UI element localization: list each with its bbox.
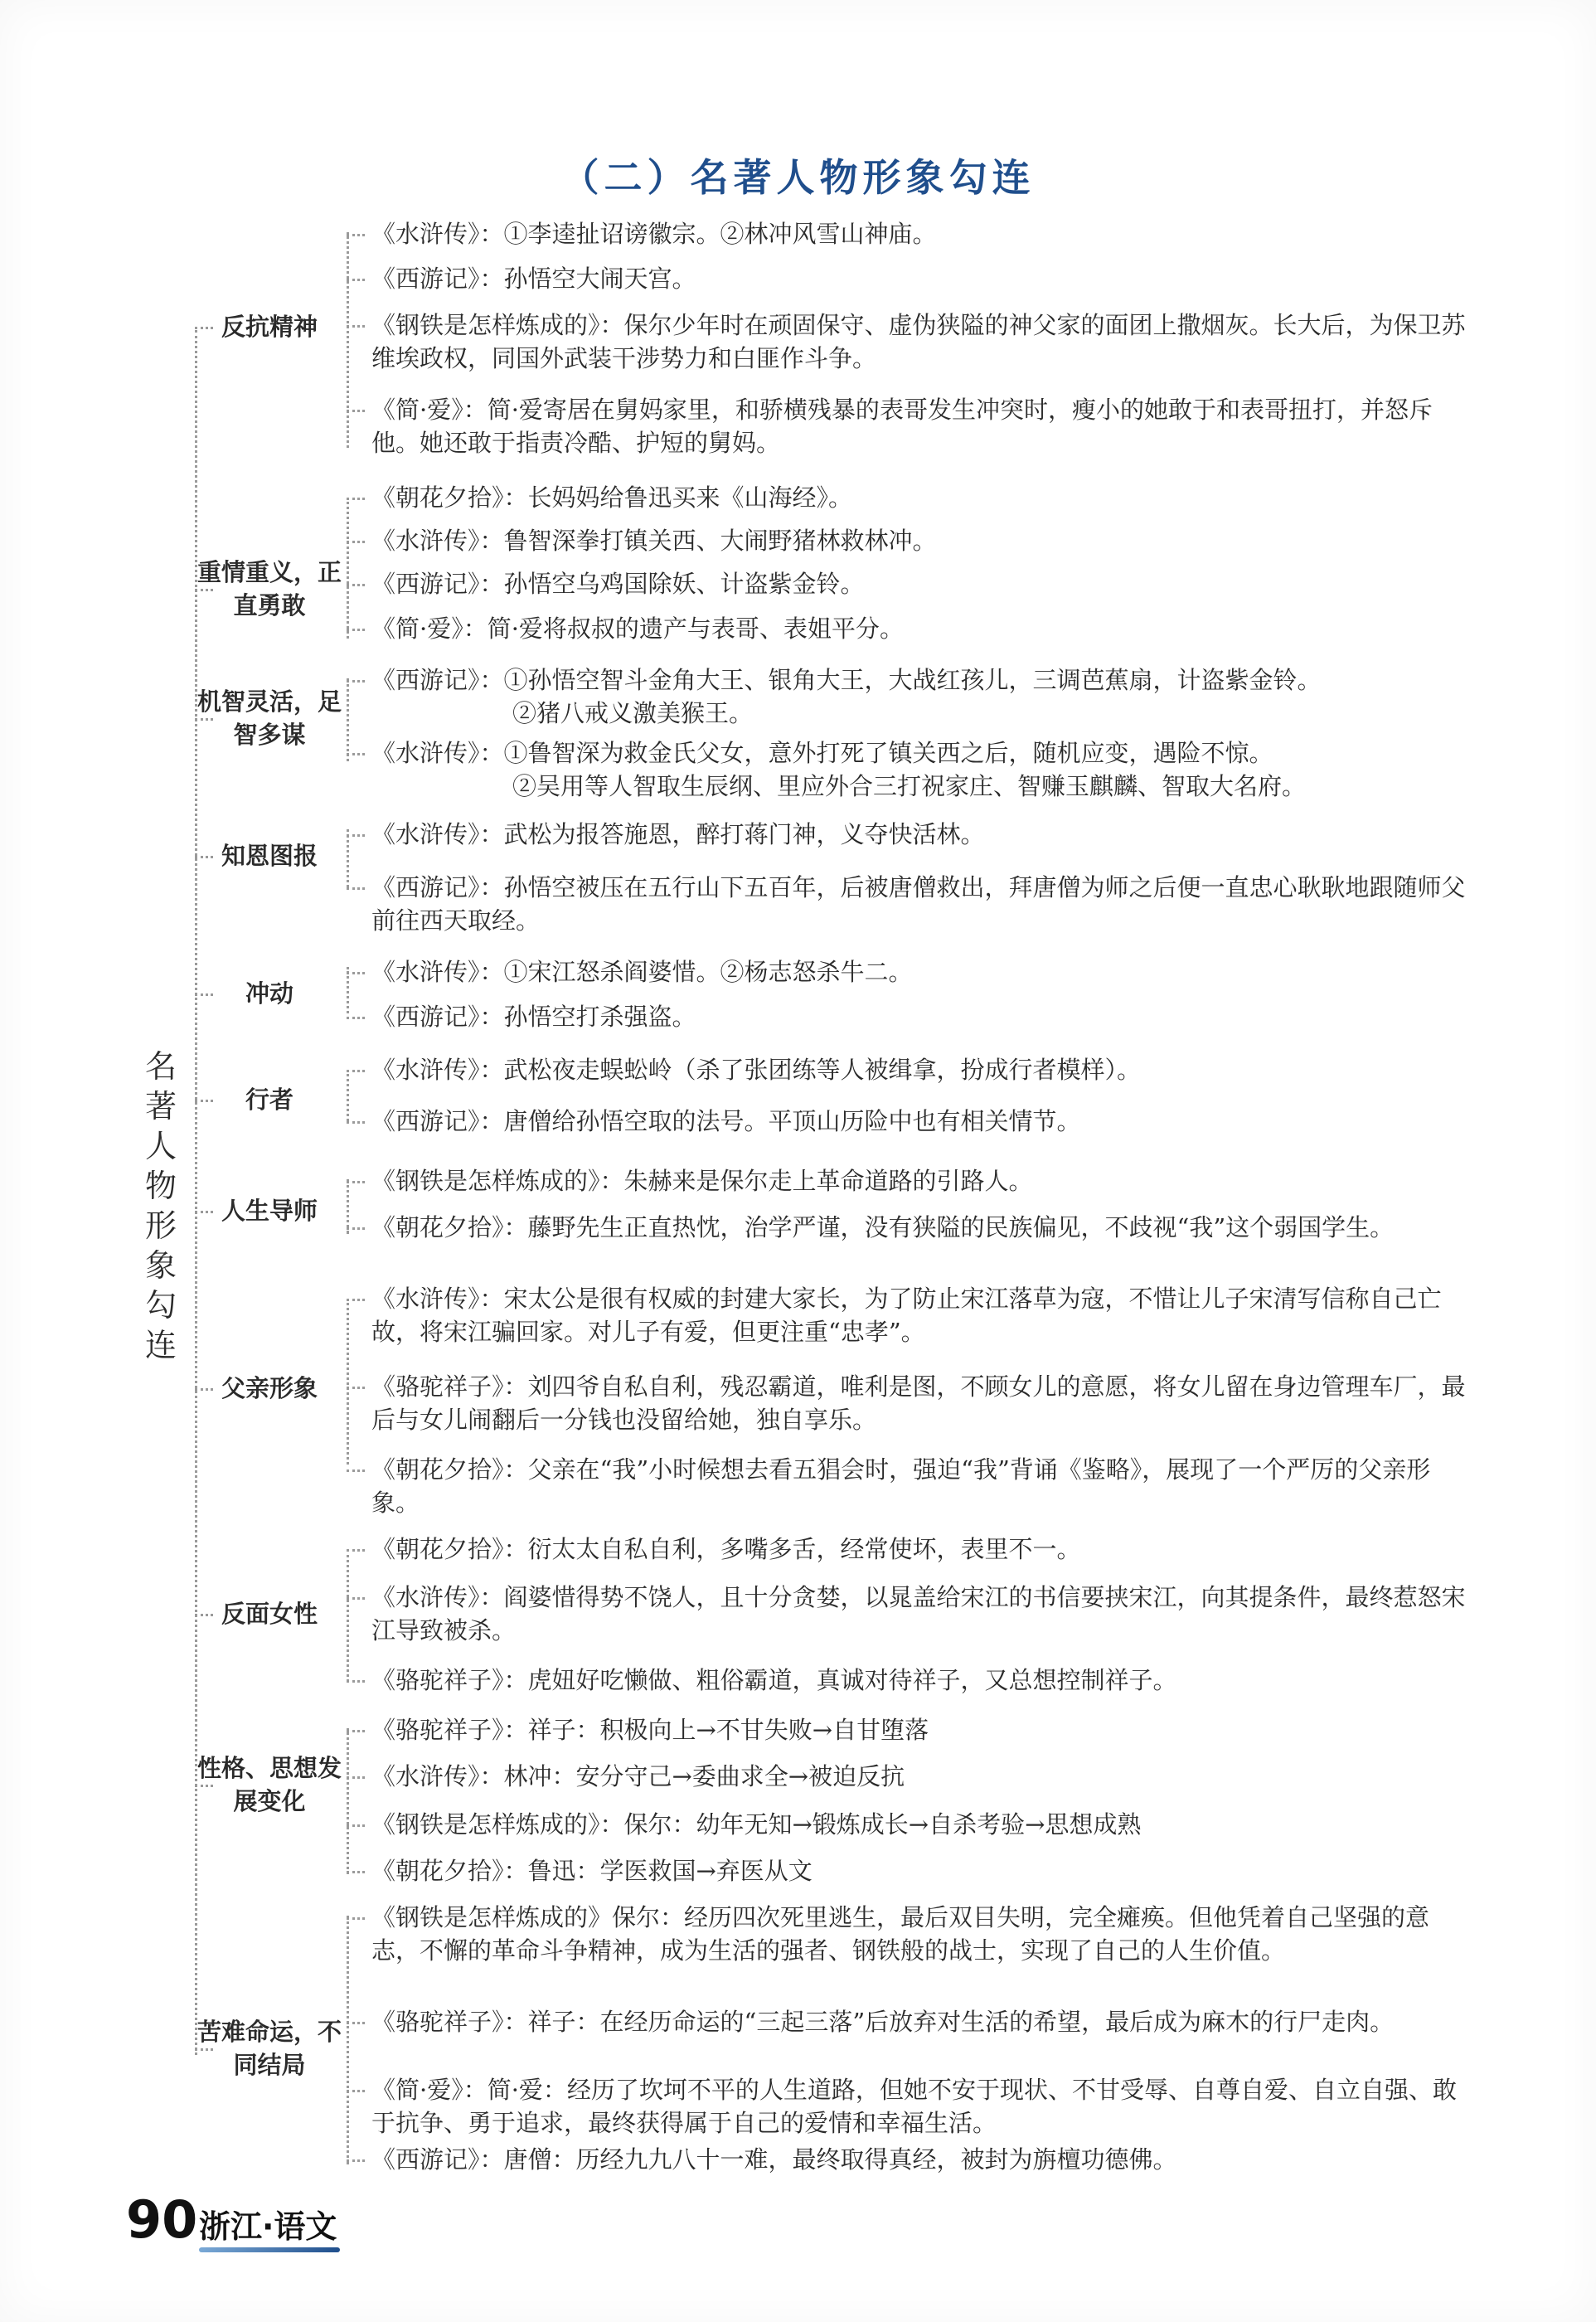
category-negative-women: 反面女性 <box>195 1597 344 1630</box>
entry: 《骆驼祥子》：虎妞好吃懒做、粗俗霸道，真诚对待祥子，又总想控制祥子。 <box>371 1664 1466 1697</box>
footer-label: 浙江·语文 <box>199 2208 337 2245</box>
sub-bracket <box>347 829 362 887</box>
category-father: 父亲形象 <box>195 1372 344 1405</box>
sub-bracket <box>347 1728 362 1874</box>
entry: 《骆驼祥子》：祥子：在经历命运的“三起三落”后放弃对生活的希望，最后成为麻木的行尸走肉。 <box>371 2005 1466 2038</box>
category-hardship: 苦难命运，不同结局 <box>195 2015 344 2082</box>
entry: 《钢铁是怎样炼成的》：保尔：幼年无知→锻炼成长→自杀考验→思想成熟 <box>371 1808 1466 1841</box>
entry: 《西游记》：孙悟空乌鸡国除妖、计盗紫金铃。 <box>371 567 1466 600</box>
entry: 《朝花夕拾》：藤野先生正直热忱，治学严谨，没有狭隘的民族偏见，不歧视“我”这个弱国学生。 <box>371 1211 1466 1244</box>
category-gratitude: 知恩图报 <box>195 839 344 872</box>
entry: 《简·爱》：简·爱将叔叔的遗产与表哥、表姐平分。 <box>371 612 1466 645</box>
sub-bracket <box>347 1549 362 1682</box>
entry: 《骆驼祥子》：刘四爷自私自利，残忍霸道，唯利是图，不顾女儿的意愿，将女儿留在身边管理车厂，最后与女儿闹翻后一分钱也没留给她，独自享乐。 <box>371 1370 1466 1436</box>
entry: 《钢铁是怎样炼成的》：保尔少年时在顽固保守、虚伪狭隘的神父家的面团上撒烟灰。长大后，为保卫苏维埃政权，同国外武装干涉势力和白匪作斗争。 <box>371 308 1466 375</box>
entry: 《西游记》：孙悟空打杀强盗。 <box>371 1000 1466 1033</box>
entry: 《骆驼祥子》：祥子：积极向上→不甘失败→自甘堕落 <box>371 1713 1466 1746</box>
entry: 《朝花夕拾》：长妈妈给鲁迅买来《山海经》。 <box>371 481 1466 514</box>
category-wit: 机智灵活，足智多谋 <box>195 685 344 751</box>
footer-underline <box>199 2247 340 2252</box>
entry: 《朝花夕拾》：衍太太自私自利，多嘴多舌，经常使坏，表里不一。 <box>371 1533 1466 1566</box>
category-character-change: 性格、思想发展变化 <box>195 1751 344 1818</box>
entry: 《钢铁是怎样炼成的》：朱赫来是保尔走上革命道路的引路人。 <box>371 1164 1466 1197</box>
entry: 《钢铁是怎样炼成的》保尔：经历四次死里逃生，最后双目失明，完全瘫痪。但他凭着自己坚强的意志，不懈的革命斗争精神，成为生活的强者、钢铁般的战士，实现了自己的人生价值。 <box>371 1901 1466 1967</box>
entry: 《水浒传》：阎婆惜得势不饶人，且十分贪婪，以晁盖给宋江的书信要挟宋江，向其提条件，最终惹怒宋江导致被杀。 <box>371 1581 1466 1647</box>
sub-bracket <box>347 498 362 639</box>
sub-bracket <box>347 1916 362 2164</box>
entry: 《西游记》：孙悟空被压在五行山下五百年，后被唐僧救出，拜唐僧为师之后便一直忠心耿耿地跟随师父前往西天取经。 <box>371 871 1466 937</box>
sub-bracket <box>347 1299 362 1465</box>
page-title: （二）名著人物形象勾连 <box>560 155 1036 200</box>
sub-bracket <box>347 232 362 448</box>
entry: 《西游记》：唐僧：历经九九八十一难，最终取得真经，被封为旃檀功德佛。 <box>371 2143 1466 2176</box>
entry: 《水浒传》：武松为报答施恩，醉打蒋门神，义夺快活林。 <box>371 818 1466 851</box>
category-resistance: 反抗精神 <box>195 310 344 343</box>
category-pilgrim: 行者 <box>195 1083 344 1116</box>
category-loyalty: 重情重义，正直勇敢 <box>195 556 344 622</box>
side-title: 名著人物形象勾连 <box>144 1048 177 1363</box>
page-number: 90 <box>126 2189 198 2250</box>
category-impulse: 冲动 <box>195 977 344 1010</box>
entry: 《水浒传》：①李逵扯诏谤徽宗。②林冲风雪山神庙。 <box>371 217 1466 250</box>
sub-bracket <box>347 1070 362 1121</box>
entry: 《朝花夕拾》：父亲在“我”小时候想去看五猖会时，强迫“我”背诵《鉴略》，展现了一个严厉的父亲形象。 <box>371 1453 1466 1519</box>
entry: 《水浒传》：鲁智深拳打镇关西、大闹野猪林救林冲。 <box>371 524 1466 557</box>
category-mentor: 人生导师 <box>195 1194 344 1227</box>
entry: 《简·爱》：简·爱：经历了坎坷不平的人生道路，但她不安于现状、不甘受辱、自尊自爱、自立自强、敢于抗争、勇于追求，最终获得属于自己的爱情和幸福生活。 <box>371 2073 1466 2140</box>
sub-bracket <box>347 1179 362 1234</box>
sub-bracket <box>347 678 362 761</box>
entry: 《水浒传》：①鲁智深为救金氏父女，意外打死了镇关西之后，随机应变，遇险不惊。 ②吴用等人智取生辰纲、里应外合三打祝家庄、智赚玉麒麟、智取大名府。 <box>371 736 1466 803</box>
entry: 《水浒传》：武松夜走蜈蚣岭（杀了张团练等人被缉拿，扮成行者模样）。 <box>371 1053 1466 1086</box>
entry: 《水浒传》：林冲：安分守己→委曲求全→被迫反抗 <box>371 1760 1466 1793</box>
entry: 《西游记》：①孙悟空智斗金角大王、银角大王，大战红孩儿，三调芭蕉扇，计盗紫金铃。 ②猪八戒义激美猴王。 <box>371 663 1466 730</box>
entry: 《水浒传》：宋太公是很有权威的封建大家长，为了防止宋江落草为寇，不惜让儿子宋清写信称自己亡故，将宋江骗回家。对儿子有爱，但更注重“忠孝”。 <box>371 1282 1466 1348</box>
entry: 《简·爱》：简·爱寄居在舅妈家里，和骄横残暴的表哥发生冲突时，瘦小的她敢于和表哥扭打，并怒斥他。她还敢于指责冷酷、护短的舅妈。 <box>371 393 1466 459</box>
entry: 《西游记》：唐僧给孙悟空取的法号。平顶山历险中也有相关情节。 <box>371 1105 1466 1138</box>
entry: 《朝花夕拾》：鲁迅：学医救国→弃医从文 <box>371 1854 1466 1887</box>
entry: 《水浒传》：①宋江怒杀阎婆惜。②杨志怒杀牛二。 <box>371 955 1466 989</box>
entry: 《西游记》：孙悟空大闹天宫。 <box>371 262 1466 295</box>
